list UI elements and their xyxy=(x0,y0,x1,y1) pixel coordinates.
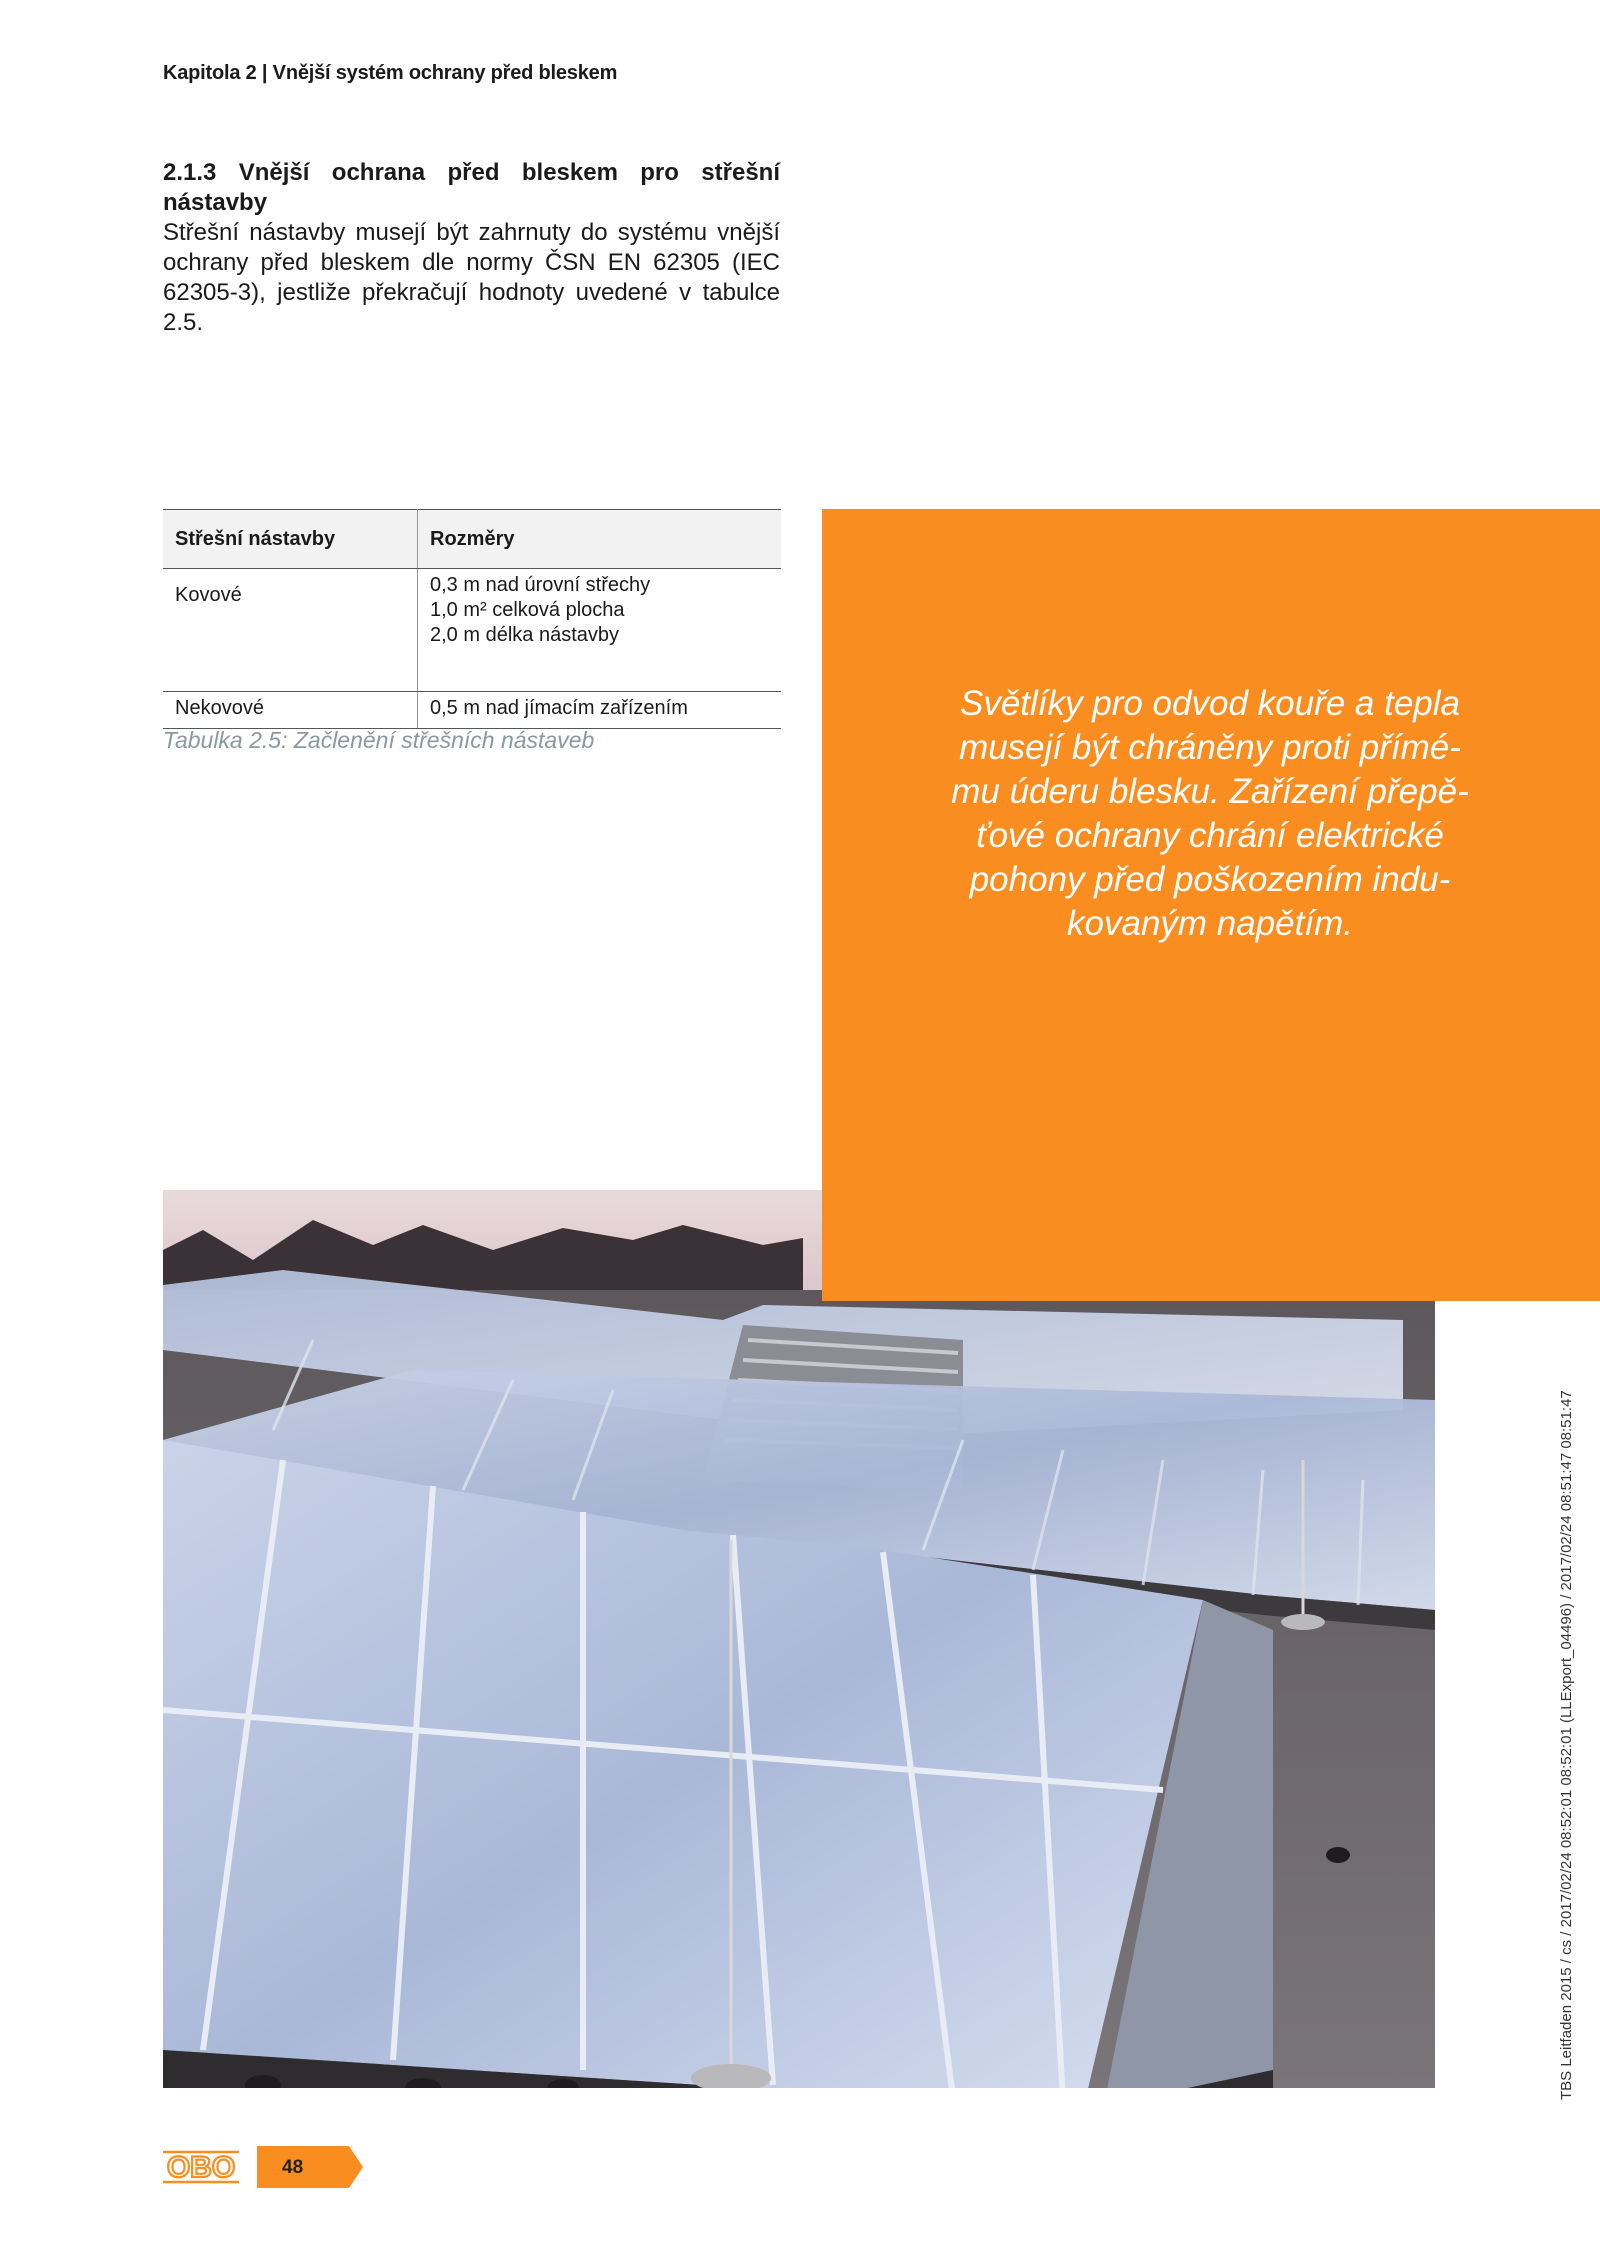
quote-line: kovaným napětím. xyxy=(1067,904,1353,943)
dimension-value: 0,3 m nad úrovní střechy xyxy=(430,574,651,596)
table-row xyxy=(163,692,781,729)
obo-logo xyxy=(163,2150,239,2184)
table-cell-values xyxy=(418,692,782,729)
section-body: Střešní nástavby musejí být zahrnuty do systému vnější ochrany před bleskem dle normy ČSN EN 62305 (IEC 62305-3), jestliže překračují hodnoty uvedené v tabulce 2.5. xyxy=(163,219,780,336)
table-header-dimensions: Rozměry xyxy=(418,510,782,569)
chapter-header: Kapitola 2 | Vnější systém ochrany před bleskem xyxy=(163,62,618,84)
rooftop-skylights-photo xyxy=(163,1190,1435,2088)
page-number: 48 xyxy=(282,2157,304,2178)
table-row xyxy=(163,569,781,692)
callout-quote xyxy=(860,682,1560,946)
roof-structures-table xyxy=(163,509,781,729)
table-cell-values xyxy=(418,569,782,692)
section-title: 2.1.3 Vnější ochrana před bleskem pro střešní nástavby xyxy=(163,159,780,216)
quote-line: ťové ochrany chrání elektrické xyxy=(976,816,1444,855)
table-header-row xyxy=(163,510,781,569)
table-header-structures: Střešní nástavby xyxy=(163,510,418,569)
quote-line: pohony před poškozením indu- xyxy=(969,860,1451,899)
page-number-tab xyxy=(257,2146,363,2188)
table-cell-type: Nekovové xyxy=(163,692,418,729)
dimension-value: 1,0 m² celková plocha xyxy=(430,599,625,621)
logo-text: OBO xyxy=(166,2151,236,2184)
skylights-illustration xyxy=(163,1190,1435,2088)
table-cell-type: Kovové xyxy=(163,569,418,692)
print-metadata: TBS Leitfaden 2015 / cs / 2017/02/24 08:52:01 08:52:01 (LLExport_04496) / 2017/02/24 08:51:47 08:51:47 xyxy=(1558,1390,1575,2100)
table-caption: Tabulka 2.5: Začlenění střešních nástaveb xyxy=(163,727,595,753)
dimension-value: 2,0 m délka nástavby xyxy=(430,624,619,646)
quote-line: Světlíky pro odvod kouře a tepla xyxy=(959,684,1460,723)
section-2-1-3 xyxy=(163,158,780,338)
quote-line: musejí být chráněny proti přímé- xyxy=(959,728,1461,767)
dimension-value: 0,5 m nad jímacím zařízením xyxy=(430,697,688,719)
quote-line: mu úderu blesku. Zařízení přepě- xyxy=(951,772,1469,811)
